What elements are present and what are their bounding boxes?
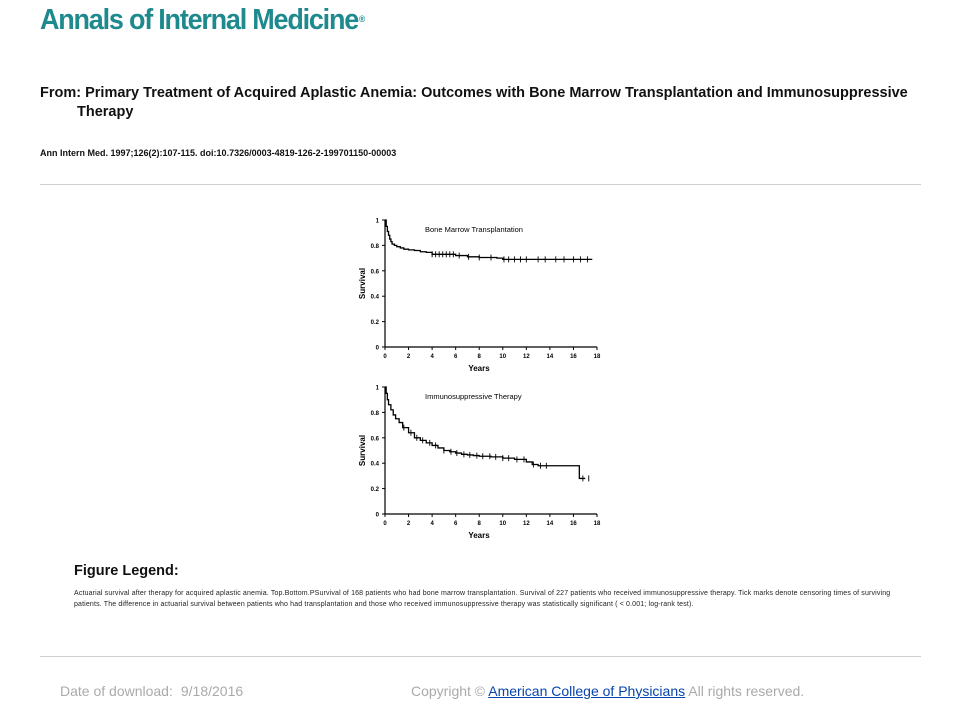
chart2-title: Immunosuppressive Therapy — [425, 392, 522, 401]
chart2-y-label: Survival — [358, 434, 367, 467]
download-date-value: 9/18/2016 — [180, 683, 244, 699]
legend-text: Actuarial survival after therapy for acquired aplastic anemia. Top.Bottom.PSurvival of 168 patients who had bone marrow transplantation. Survival of 227 patients who received immunosuppressive therapy. Tick marks denote censoring times of surviving patients. The difference in actuarial survival between patients who had transplantation and those who received immunosuppressive therapy was statistically significant ( < 0.001; log-rank test). — [74, 590, 891, 608]
chart2-y-tick-label: 0.6 — [370, 436, 379, 443]
chart1-x-tick-label: 16 — [570, 354, 577, 360]
chart2-x-tick-label: 4 — [430, 521, 434, 527]
chart1-y-tick-label: 1 — [375, 218, 379, 225]
chart2-x-tick-label: 6 — [453, 521, 458, 527]
chart1-x-label: Years — [468, 364, 490, 373]
chart1-y-tick-label: 0.4 — [370, 294, 379, 301]
chart1-y-tick-label: 0 — [375, 345, 379, 352]
chart2-x-tick-label: 14 — [546, 521, 554, 527]
chart2-x-tick-label: 18 — [593, 521, 601, 527]
chart2-x-tick-label: 0 — [383, 521, 387, 527]
chart2-y-tick-label: 0.8 — [370, 410, 379, 417]
chart1-y-tick-label: 0.8 — [370, 243, 379, 250]
chart1-x-tick-label: 8 — [477, 354, 481, 360]
chart2-x-tick-label: 8 — [477, 521, 481, 527]
chart1-y-tick-label: 0.2 — [370, 320, 379, 327]
survival-figure — [340, 210, 610, 550]
download-label: Date of download: — [60, 683, 173, 699]
chart2-x-tick-label: 10 — [499, 521, 507, 527]
chart2-y-tick-label: 1 — [375, 385, 379, 392]
acp-link[interactable]: American College of Physicians — [488, 683, 686, 699]
download-date — [60, 683, 243, 699]
copyright — [411, 683, 804, 699]
legend-title: Figure Legend: — [74, 563, 179, 579]
chart1-x-tick-label: 14 — [546, 354, 554, 360]
chart1-x-tick-label: 18 — [593, 354, 601, 360]
divider-bottom — [40, 656, 921, 657]
article-title: From: Primary Treatment of Acquired Aplastic Anemia: Outcomes with Bone Marrow Transplantation and Immunosuppressive Therapy — [40, 85, 908, 120]
chart2-y-tick-label: 0 — [375, 512, 379, 519]
chart1-y-label: Survival — [358, 267, 367, 300]
copyright-suffix: All rights reserved. — [688, 683, 805, 699]
copyright-prefix: Copyright © — [411, 683, 486, 699]
chart1-panel — [358, 219, 601, 374]
chart2-y-tick-label: 0.2 — [370, 487, 379, 494]
registered-mark: ® — [358, 14, 366, 24]
chart2-x-tick-label: 2 — [406, 521, 411, 527]
citation: Ann Intern Med. 1997;126(2):107-115. doi:10.7326/0003-4819-126-2-199701150-00003 — [40, 148, 397, 158]
chart1-y-tick-label: 0.6 — [370, 269, 379, 276]
chart2-x-tick-label: 12 — [522, 521, 530, 527]
chart1-x-tick-label: 4 — [430, 354, 434, 360]
journal-logo: Annals of Internal Medicine® — [40, 4, 366, 36]
chart1-x-tick-label: 0 — [383, 354, 387, 360]
chart2-y-tick-label: 0.4 — [370, 461, 379, 468]
chart1-x-tick-label: 6 — [453, 354, 458, 360]
chart1-title: Bone Marrow Transplantation — [425, 225, 523, 234]
chart1-x-tick-label: 10 — [499, 354, 507, 360]
chart1-x-tick-label: 12 — [522, 354, 530, 360]
chart1-x-tick-label: 2 — [406, 354, 411, 360]
chart2-panel — [358, 386, 601, 541]
chart2-x-label: Years — [468, 531, 490, 540]
divider-top — [40, 184, 921, 185]
chart2-x-tick-label: 16 — [570, 521, 577, 527]
